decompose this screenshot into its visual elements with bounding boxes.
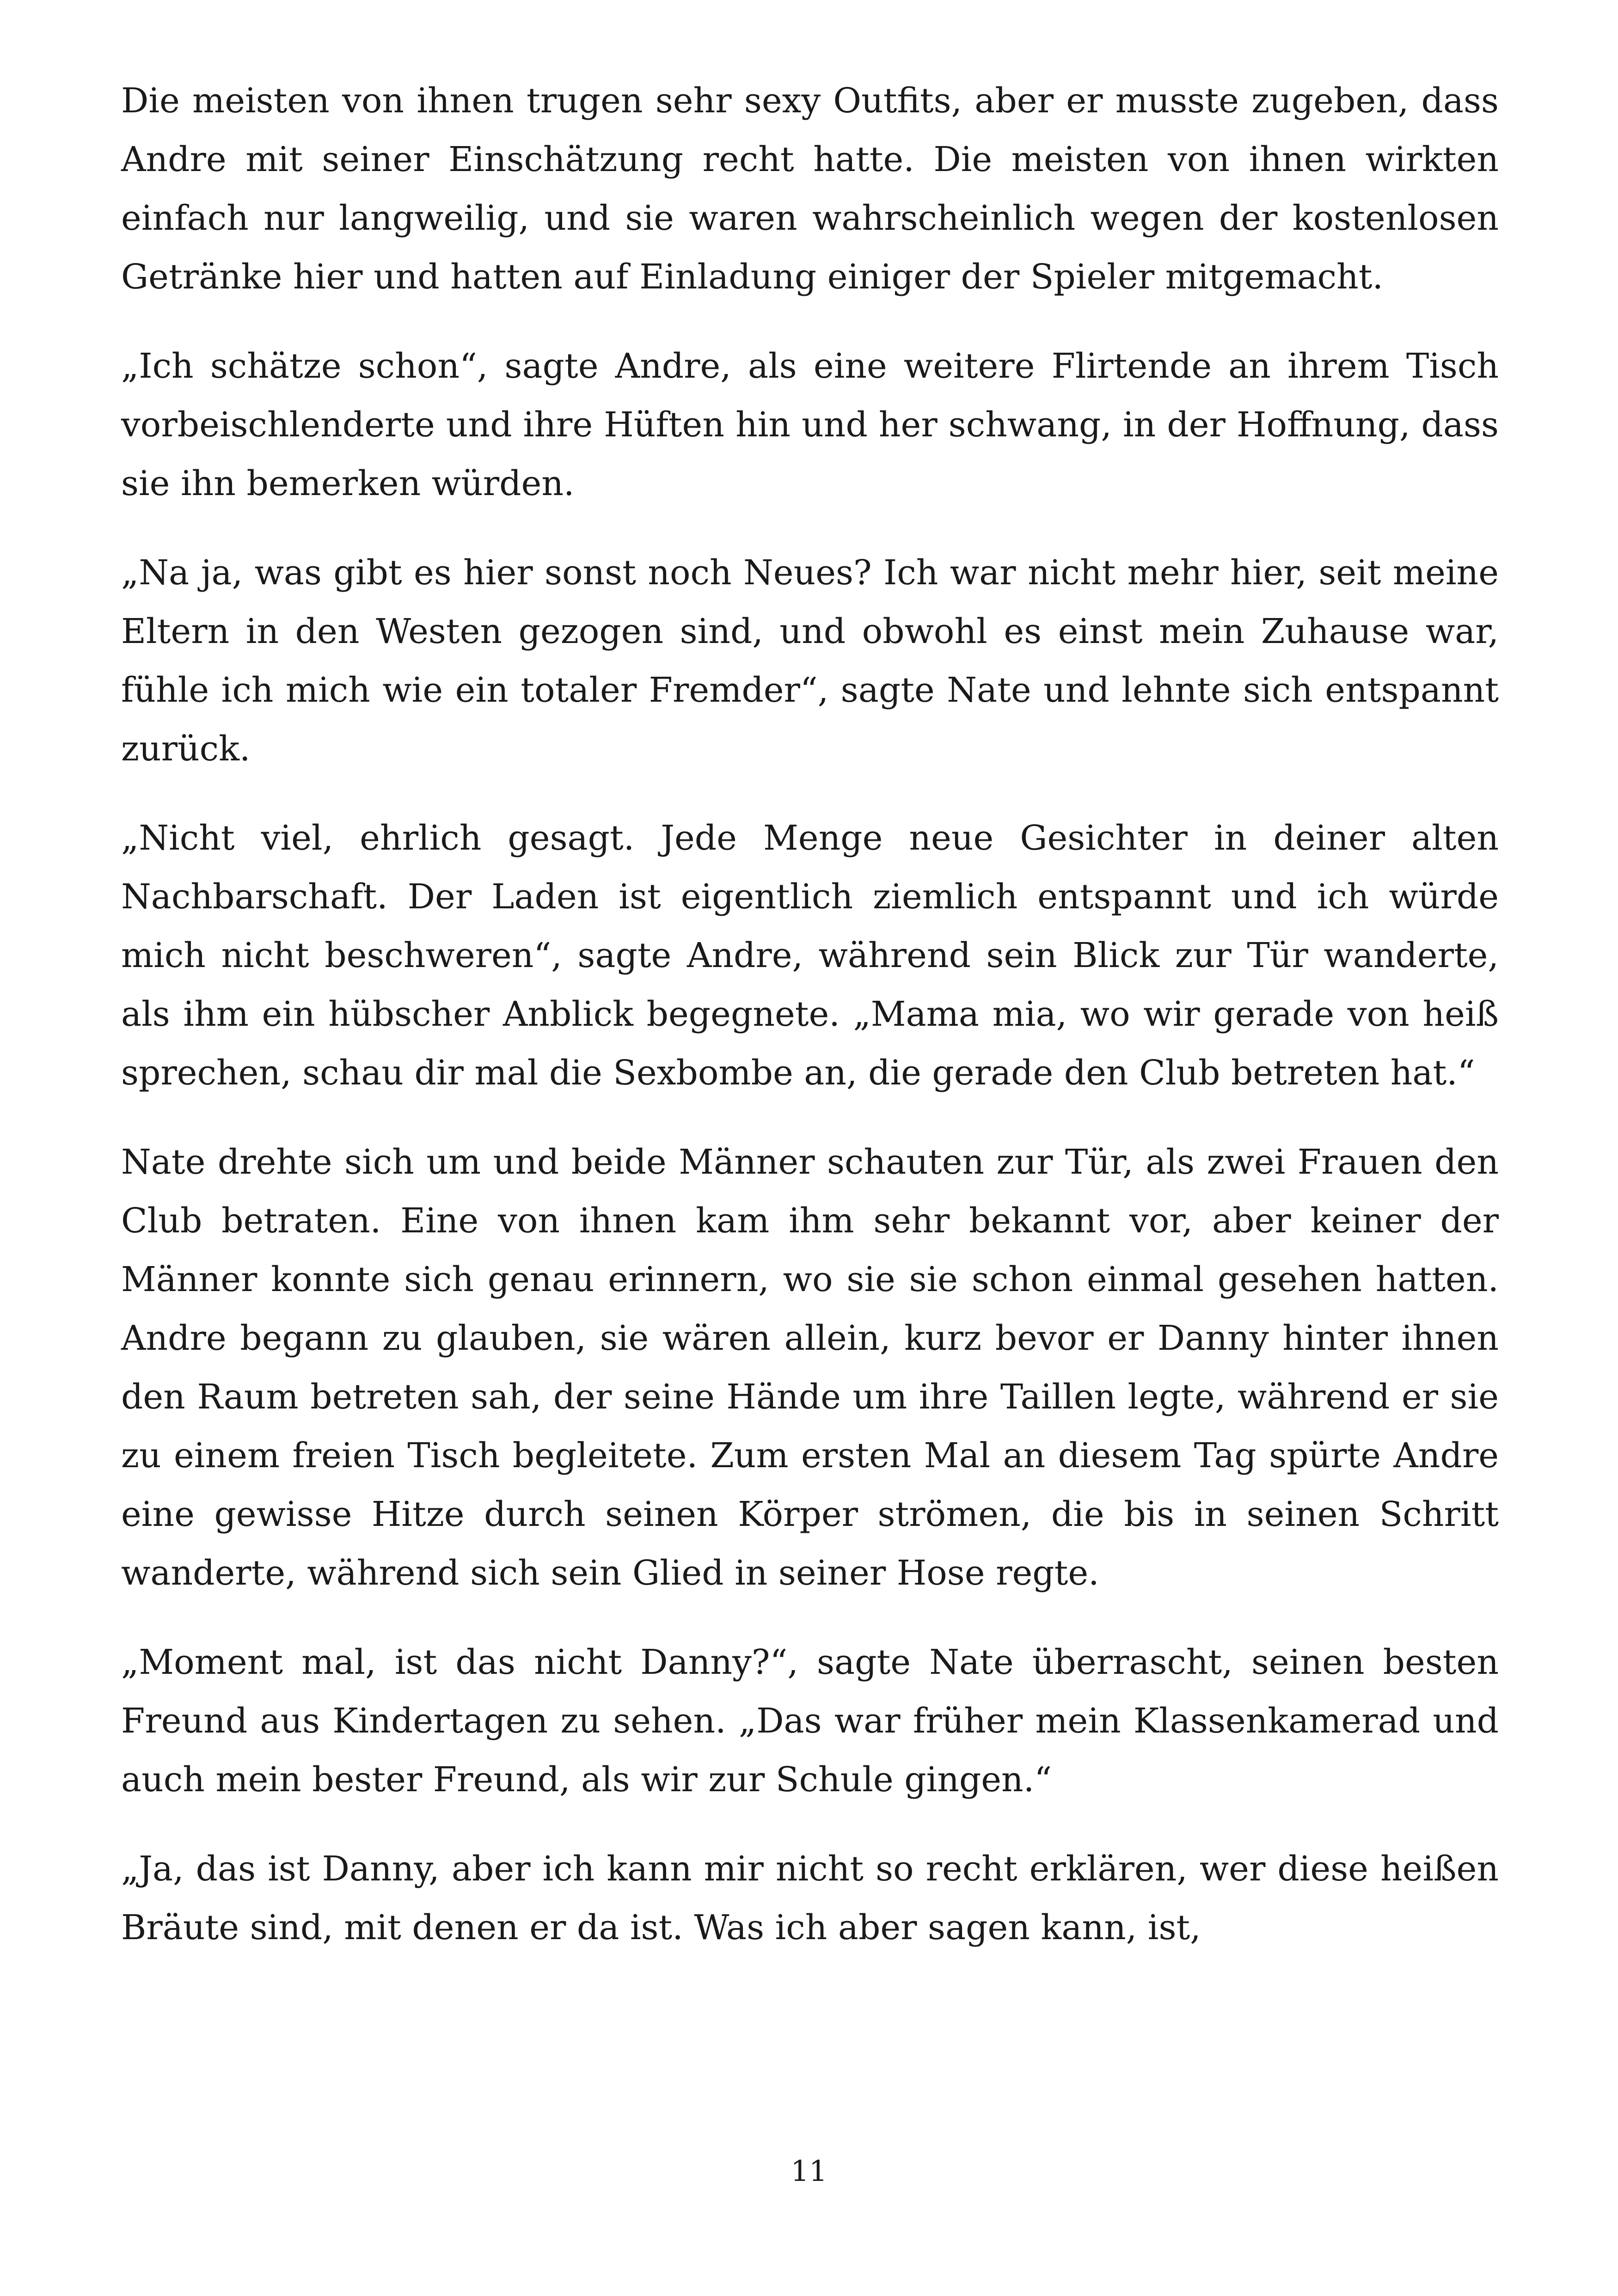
paragraph-7: „Ja, das ist Danny, aber ich kann mir nicht so recht erklären, wer diese heißen Bräute sind, mit denen er da ist. Was ich aber sagen kann, ist,	[121, 1849, 1499, 1947]
paragraph-5: Nate drehte sich um und beide Männer schauten zur Tür, als zwei Frauen den Club betraten. Eine von ihnen kam ihm sehr bekannt vor, aber keiner der Männer konnte sich genau erinnern, wo sie sie schon einmal gesehen hatten. Andre begann zu glauben, sie wären allein, kurz bevor er Danny hinter ihnen den Raum betreten sah, der seine Hände um ihre Taillen legte, während er sie zu einem freien Tisch begleitete. Zum ersten Mal an diesem Tag spürte Andre eine gewisse Hitze durch seinen Körper strömen, die bis in seinen Schritt wanderte, während sich sein Glied in seiner Hose regte.	[121, 1142, 1499, 1593]
paragraph-3: „Na ja, was gibt es hier sonst noch Neues? Ich war nicht mehr hier, seit meine Eltern in den Westen gezogen sind, und obwohl es einst mein Zuhause war, fühle ich mich wie ein totaler Fremder“, sagte Nate und lehnte sich entspannt zurück.	[121, 553, 1499, 769]
paragraph-6: „Moment mal, ist das nicht Danny?“, sagte Nate überrascht, seinen besten Freund aus Kindertagen zu sehen. „Das war früher mein Klassenkamerad und auch mein bester Freund, als wir zur Schule gingen.“	[121, 1642, 1499, 1800]
paragraph-1: Die meisten von ihnen trugen sehr sexy Outfits, aber er musste zugeben, dass Andre mit seiner Einschätzung recht hatte. Die meisten von ihnen wirkten einfach nur langweilig, und sie waren wahrscheinlich wegen der kostenlosen Getränke hier und hatten auf Einladung einiger der Spieler mitgemacht.	[121, 81, 1499, 297]
page-body	[121, 72, 1499, 1988]
paragraph-2: „Ich schätze schon“, sagte Andre, als eine weitere Flirtende an ihrem Tisch vorbeischlenderte und ihre Hüften hin und her schwang, in der Hoffnung, dass sie ihn bemerken würden.	[121, 346, 1499, 503]
page-number: 11	[791, 2154, 827, 2188]
paragraph-4: „Nicht viel, ehrlich gesagt. Jede Menge neue Gesichter in deiner alten Nachbarschaft. Der Laden ist eigentlich ziemlich entspannt und ich würde mich nicht beschweren“, sagte Andre, während sein Blick zur Tür wanderte, als ihm ein hübscher Anblick begegnete. „Mama mia, wo wir gerade von heiß sprechen, schau dir mal die Sexbombe an, die gerade den Club betreten hat.“	[121, 818, 1499, 1093]
